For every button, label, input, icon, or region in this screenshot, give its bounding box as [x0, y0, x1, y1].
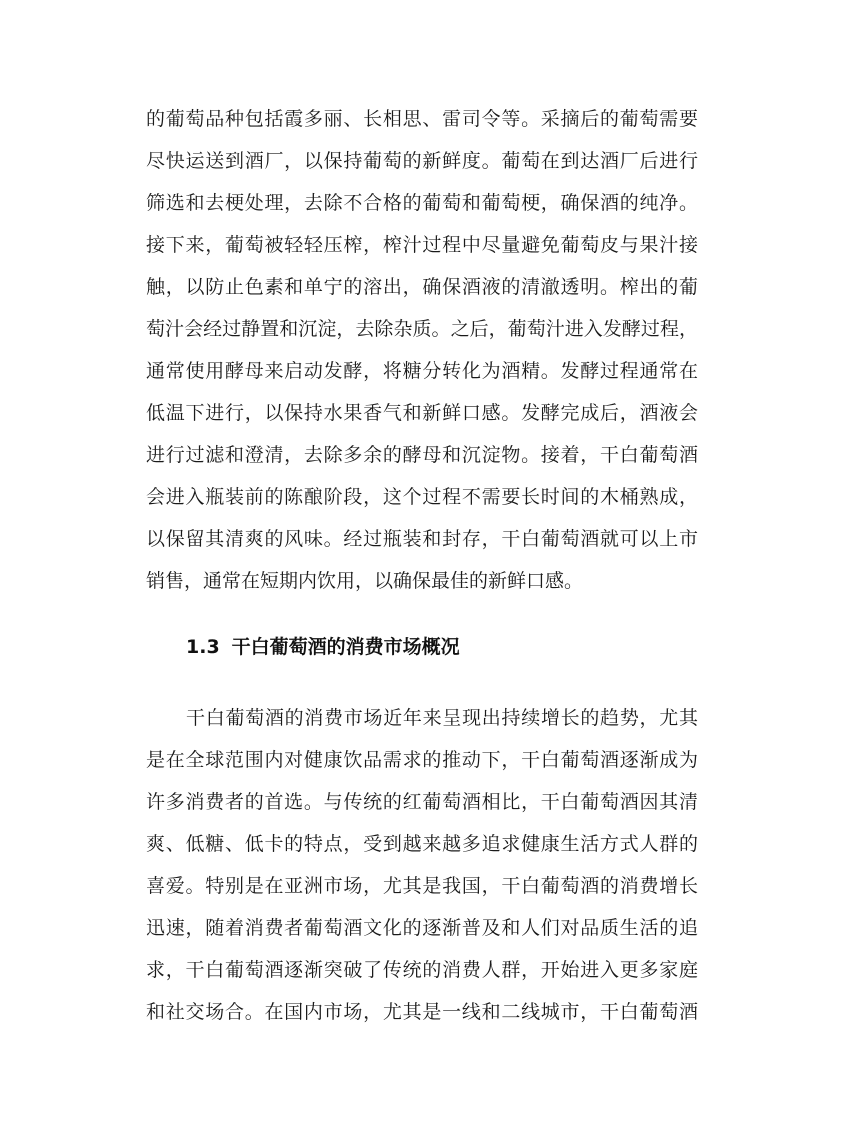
paragraph-1-line: 触，以防止色素和单宁的溶出，确保酒液的清澈透明。榨出的葡 — [146, 276, 698, 298]
paragraph-1-line: 进行过滤和澄清，去除多余的酵母和沉淀物。接着，干白葡萄酒 — [146, 444, 698, 466]
section-heading — [186, 634, 460, 660]
paragraph-2-line: 是在全球范围内对健康饮品需求的推动下，干白葡萄酒逐渐成为 — [146, 749, 698, 771]
section-number: 1.3 — [186, 636, 220, 658]
paragraph-1-line: 筛选和去梗处理，去除不合格的葡萄和葡萄梗，确保酒的纯净。 — [146, 192, 698, 214]
paragraph-1-line: 尽快运送到酒厂，以保持葡萄的新鲜度。葡萄在到达酒厂后进行 — [146, 150, 698, 172]
paragraph-2-line: 喜爱。特别是在亚洲市场，尤其是我国，干白葡萄酒的消费增长 — [146, 875, 698, 897]
section-title: 干白葡萄酒的消费市场概况 — [231, 636, 460, 658]
paragraph-1-line: 低温下进行，以保持水果香气和新鲜口感。发酵完成后，酒液会 — [146, 402, 698, 424]
paragraph-2-line: 干白葡萄酒的消费市场近年来呈现出持续增长的趋势，尤其 — [186, 707, 698, 729]
paragraph-1-line: 销售，通常在短期内饮用，以确保最佳的新鲜口感。 — [146, 570, 584, 592]
paragraph-1-line: 萄汁会经过静置和沉淀，去除杂质。之后，葡萄汁进入发酵过程， — [146, 318, 698, 340]
paragraph-1-line: 的葡萄品种包括霞多丽、长相思、雷司令等。采摘后的葡萄需要 — [146, 108, 698, 130]
paragraph-2-line: 迅速，随着消费者葡萄酒文化的逐渐普及和人们对品质生活的追 — [146, 917, 698, 939]
paragraph-2-line: 许多消费者的首选。与传统的红葡萄酒相比，干白葡萄酒因其清 — [146, 791, 698, 813]
paragraph-2-line: 求，干白葡萄酒逐渐突破了传统的消费人群，开始进入更多家庭 — [146, 959, 698, 981]
paragraph-1-line: 通常使用酵母来启动发酵，将糖分转化为酒精。发酵过程通常在 — [146, 360, 698, 382]
paragraph-1-line: 会进入瓶装前的陈酿阶段，这个过程不需要长时间的木桶熟成， — [146, 486, 698, 508]
paragraph-2-line: 和社交场合。在国内市场，尤其是一线和二线城市，干白葡萄酒 — [146, 1001, 698, 1023]
paragraph-1-line: 以保留其清爽的风味。经过瓶装和封存，干白葡萄酒就可以上市 — [146, 528, 698, 550]
paragraph-2-line: 爽、低糖、低卡的特点，受到越来越多追求健康生活方式人群的 — [146, 833, 698, 855]
paragraph-1-line: 接下来，葡萄被轻轻压榨，榨汁过程中尽量避免葡萄皮与果汁接 — [146, 234, 698, 256]
